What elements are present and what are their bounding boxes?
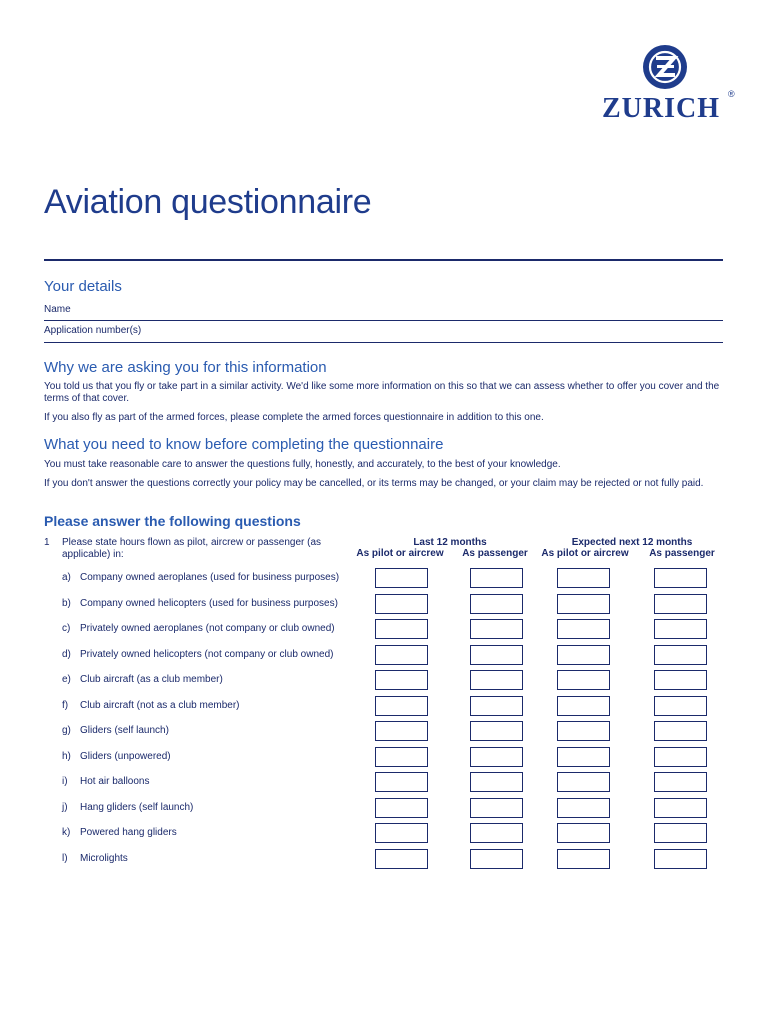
page-title: Aviation questionnaire <box>44 183 372 221</box>
row-label: Club aircraft (not as a club member) <box>80 699 240 711</box>
hours-input-last-passenger[interactable] <box>470 721 523 741</box>
logo-wordmark: ZURICH <box>602 93 721 124</box>
hours-input-last-pilot[interactable] <box>375 849 428 869</box>
hours-input-next-pilot[interactable] <box>557 721 610 741</box>
hours-input-last-passenger[interactable] <box>470 798 523 818</box>
hours-input-next-passenger[interactable] <box>654 721 707 741</box>
application-number-label: Application number(s) <box>44 325 142 336</box>
your-details-heading: Your details <box>44 278 122 295</box>
hours-input-next-passenger[interactable] <box>654 619 707 639</box>
hours-input-next-pilot[interactable] <box>557 849 610 869</box>
hours-input-last-pilot[interactable] <box>375 721 428 741</box>
hours-input-last-passenger[interactable] <box>470 849 523 869</box>
row-letter: f) <box>62 699 69 711</box>
why-paragraph-1: You told us that you fly or take part in a similar activity. We'd like some more information on this so that we can assess whether to offer you cover and the terms of that cover. <box>44 381 720 404</box>
hours-input-next-pilot[interactable] <box>557 670 610 690</box>
hours-input-next-pilot[interactable] <box>557 594 610 614</box>
zurich-z-icon <box>642 44 688 90</box>
know-paragraph-1: You must take reasonable care to answer the questions fully, honestly, and accurately, to the best of your knowledge. <box>44 459 561 470</box>
hours-input-last-pilot[interactable] <box>375 823 428 843</box>
row-label: Microlights <box>80 852 128 864</box>
row-label: Privately owned aeroplanes (not company or club owned) <box>80 623 335 634</box>
row-label: Gliders (unpowered) <box>80 750 171 762</box>
why-paragraph-2: If you also fly as part of the armed forces, please complete the armed forces questionnaire in addition to this one. <box>44 412 544 423</box>
row-label: Company owned aeroplanes (used for business purposes) <box>80 572 340 583</box>
row-label: Privately owned helicopters (not company or club owned) <box>80 648 334 660</box>
questions-heading: Please answer the following questions <box>44 513 301 529</box>
question-number: 1 <box>44 537 50 548</box>
hours-input-next-passenger[interactable] <box>654 849 707 869</box>
row-label: Gliders (self launch) <box>80 725 169 736</box>
hours-input-next-passenger[interactable] <box>654 798 707 818</box>
row-label: Club aircraft (as a club member) <box>80 674 223 685</box>
hours-input-next-pilot[interactable] <box>557 696 610 716</box>
row-letter: h) <box>62 750 71 762</box>
hours-input-next-pilot[interactable] <box>557 772 610 792</box>
hours-input-last-passenger[interactable] <box>470 619 523 639</box>
row-label: Hang gliders (self launch) <box>80 801 194 813</box>
hours-input-last-passenger[interactable] <box>470 772 523 792</box>
row-label: Hot air balloons <box>80 776 150 787</box>
row-label: Company owned helicopters (used for business purposes) <box>80 597 338 609</box>
question-text: Please state hours flown as pilot, aircrew or passenger (as applicable) in: <box>62 537 322 560</box>
col-next-passenger: As passenger <box>649 548 715 559</box>
hours-input-next-pilot[interactable] <box>557 798 610 818</box>
hours-input-next-passenger[interactable] <box>654 568 707 588</box>
row-letter: d) <box>62 648 71 660</box>
hours-input-last-passenger[interactable] <box>470 670 523 690</box>
row-letter: b) <box>62 597 71 609</box>
hours-input-last-pilot[interactable] <box>375 670 428 690</box>
hours-input-next-pilot[interactable] <box>557 747 610 767</box>
registered-mark: ® <box>728 89 735 99</box>
col-last-passenger: As passenger <box>462 548 528 559</box>
row-letter: c) <box>62 623 71 634</box>
hours-input-last-passenger[interactable] <box>470 645 523 665</box>
hours-input-next-passenger[interactable] <box>654 823 707 843</box>
why-heading: Why we are asking you for this information <box>44 359 327 376</box>
hours-input-last-passenger[interactable] <box>470 747 523 767</box>
hours-input-next-pilot[interactable] <box>557 645 610 665</box>
hours-input-next-passenger[interactable] <box>654 645 707 665</box>
row-letter: e) <box>62 674 71 685</box>
row-letter: g) <box>62 725 71 736</box>
zurich-logo <box>600 44 740 124</box>
col-last-pilot: As pilot or aircrew <box>356 548 444 559</box>
application-number-field[interactable] <box>44 342 723 343</box>
hours-input-last-pilot[interactable] <box>375 747 428 767</box>
row-label: Powered hang gliders <box>80 827 177 838</box>
hours-input-last-pilot[interactable] <box>375 594 428 614</box>
hours-input-last-passenger[interactable] <box>470 568 523 588</box>
group-expected-next-12-months: Expected next 12 months <box>571 537 693 548</box>
hours-input-next-pilot[interactable] <box>557 568 610 588</box>
hours-input-next-passenger[interactable] <box>654 696 707 716</box>
col-next-pilot: As pilot or aircrew <box>541 548 629 559</box>
row-letter: i) <box>62 776 68 787</box>
hours-input-last-pilot[interactable] <box>375 645 428 665</box>
know-paragraph-2: If you don't answer the questions correctly your policy may be cancelled, or its terms may be changed, or your claim may be rejected or not fully paid. <box>44 478 704 489</box>
hours-input-last-passenger[interactable] <box>470 823 523 843</box>
hours-input-next-passenger[interactable] <box>654 772 707 792</box>
hours-input-next-passenger[interactable] <box>654 594 707 614</box>
name-label: Name <box>44 304 71 315</box>
hours-input-next-passenger[interactable] <box>654 670 707 690</box>
group-last-12-months: Last 12 months <box>413 537 487 548</box>
hours-input-last-passenger[interactable] <box>470 696 523 716</box>
hours-input-last-passenger[interactable] <box>470 594 523 614</box>
hours-input-last-pilot[interactable] <box>375 798 428 818</box>
row-letter: a) <box>62 572 71 583</box>
hours-input-next-pilot[interactable] <box>557 619 610 639</box>
row-letter: l) <box>62 852 68 864</box>
know-heading: What you need to know before completing the questionnaire <box>44 436 444 453</box>
name-field[interactable] <box>44 320 723 321</box>
row-letter: j) <box>62 801 68 813</box>
title-divider <box>44 259 723 261</box>
hours-input-last-pilot[interactable] <box>375 619 428 639</box>
hours-input-last-pilot[interactable] <box>375 696 428 716</box>
row-letter: k) <box>62 827 71 838</box>
hours-input-last-pilot[interactable] <box>375 568 428 588</box>
hours-input-last-pilot[interactable] <box>375 772 428 792</box>
hours-input-next-passenger[interactable] <box>654 747 707 767</box>
hours-input-next-pilot[interactable] <box>557 823 610 843</box>
